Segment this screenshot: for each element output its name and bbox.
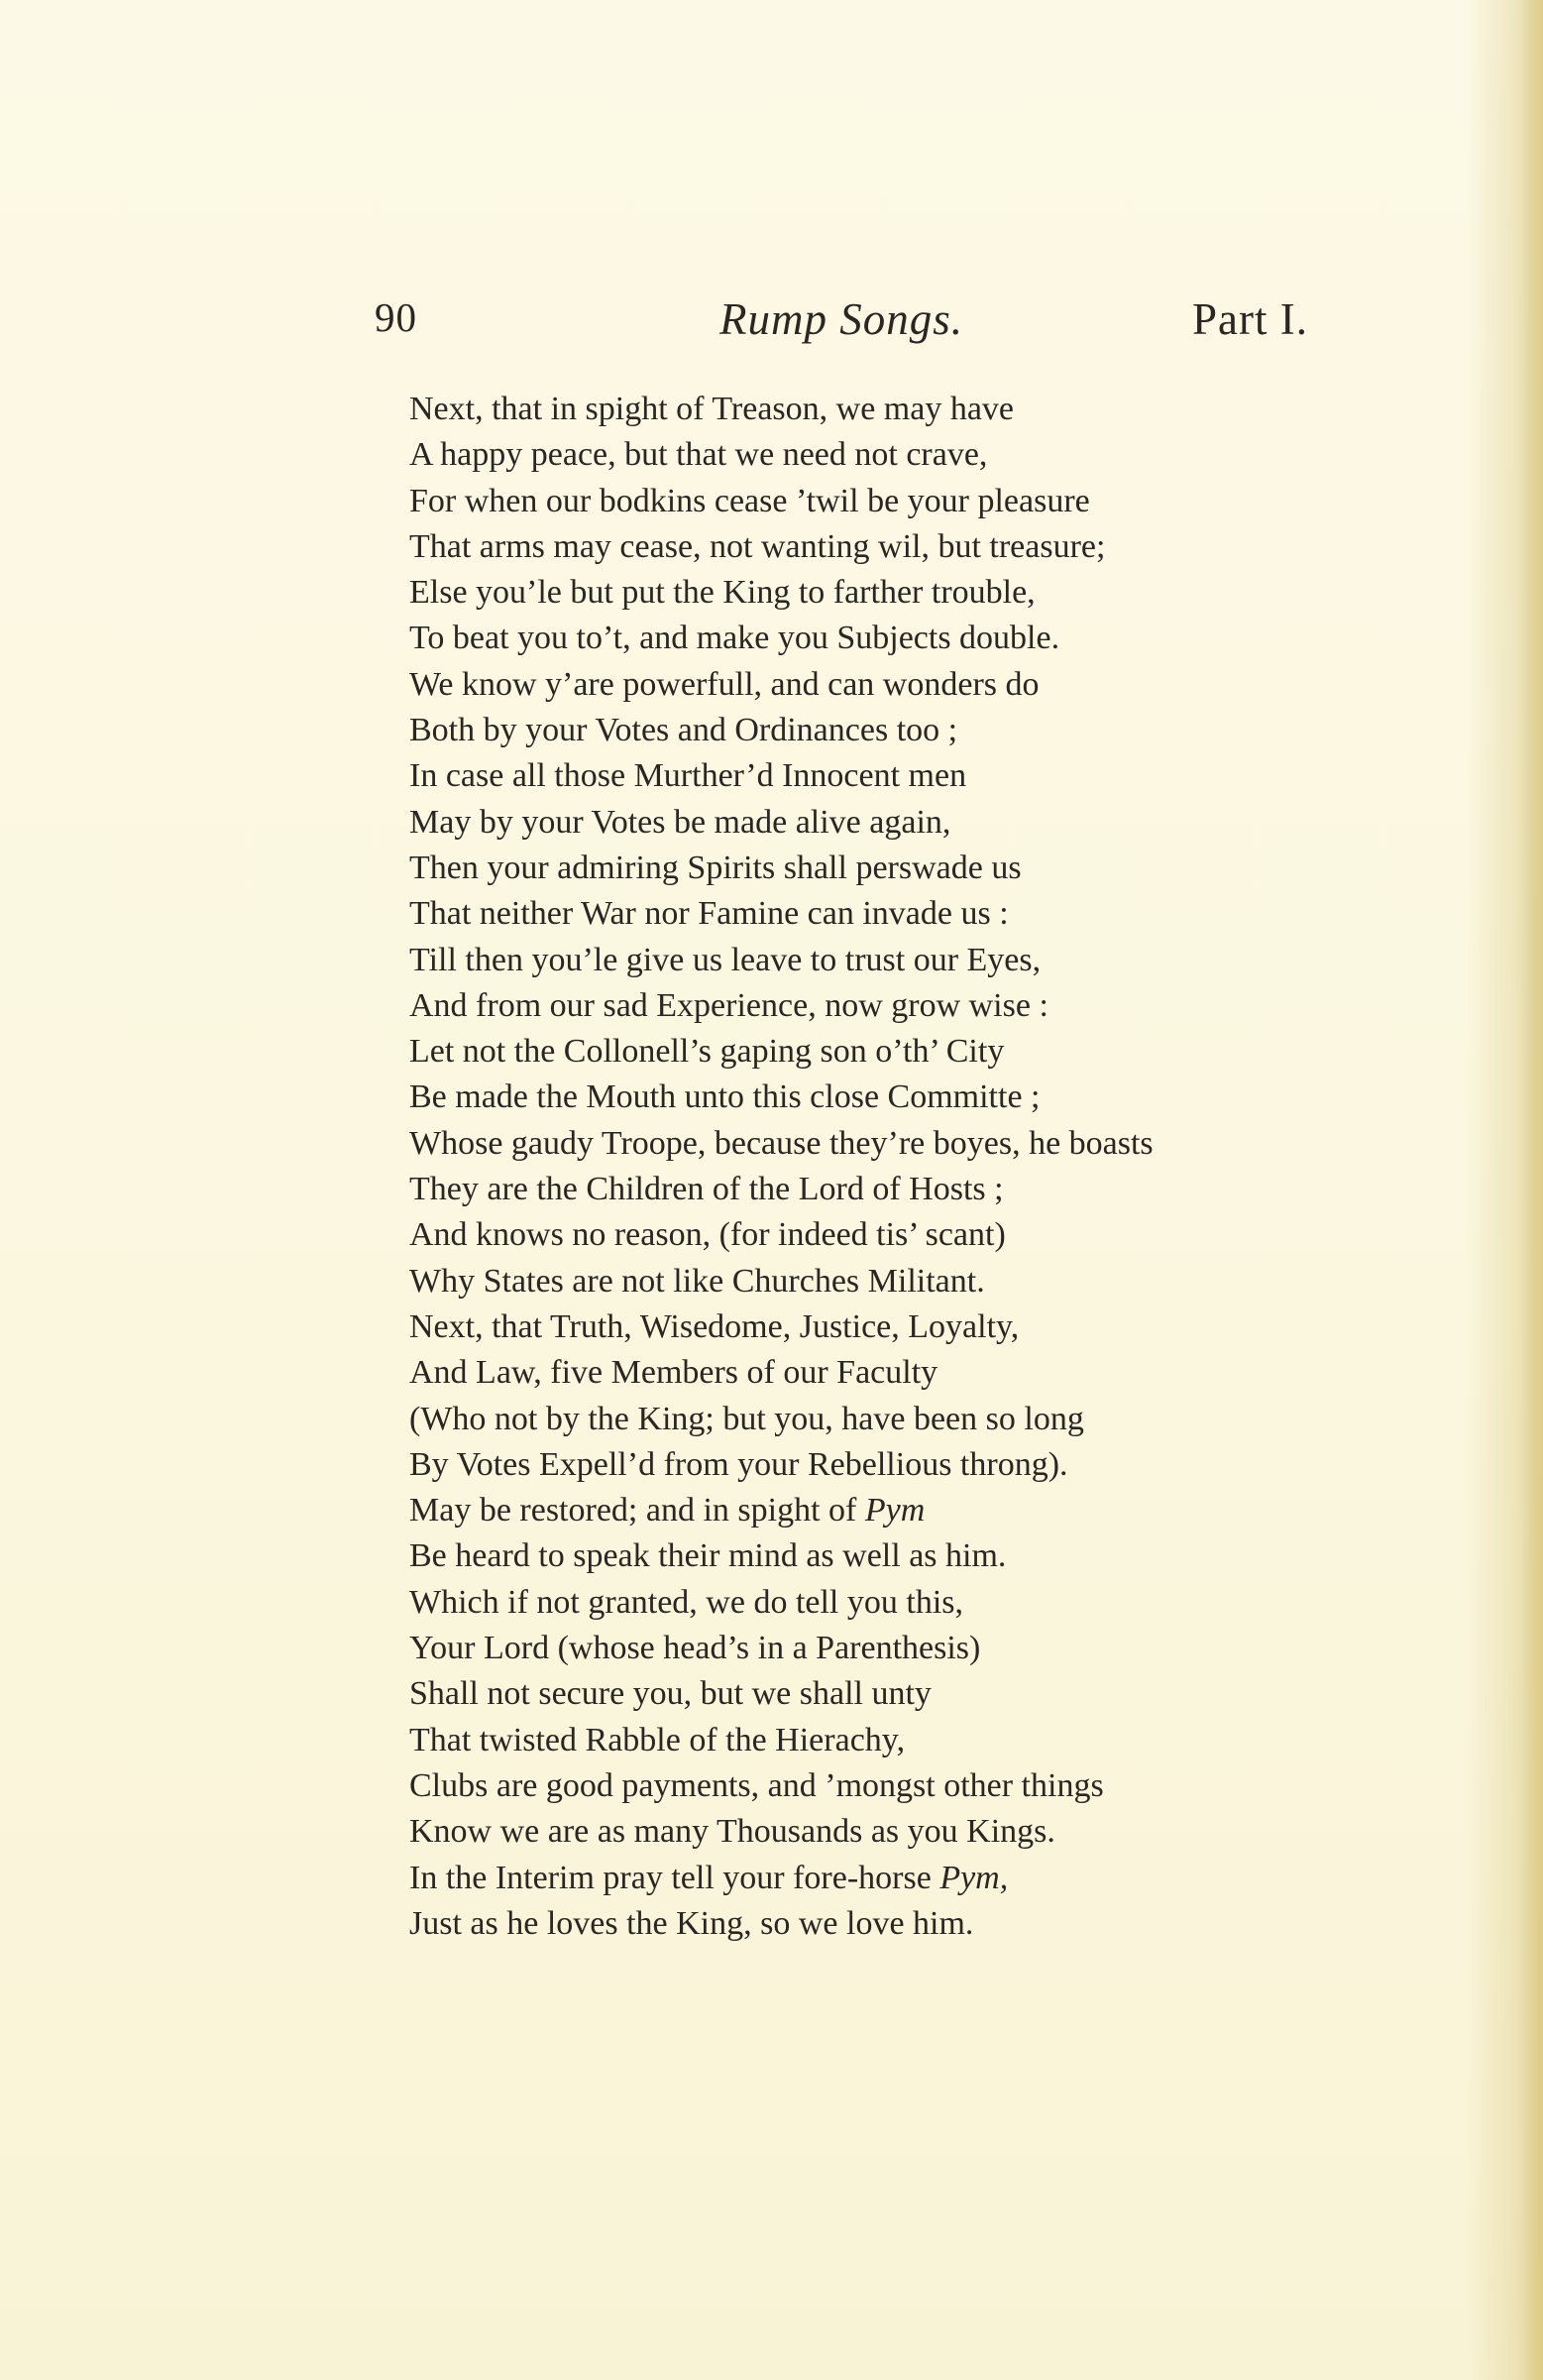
poem-line: That twisted Rabble of the Hierachy, (409, 1721, 906, 1758)
poem-line: Both by your Votes and Ordinances too ; (409, 712, 958, 749)
poem-line-text: In the Interim pray tell your fore-horse (409, 1859, 940, 1896)
poem-line: Whose gaudy Troope, because they’re boyes, he boasts (409, 1124, 1154, 1162)
poem-line-italic-name: Pym, (939, 1859, 1009, 1896)
poem-line-italic-name: Pym (864, 1492, 926, 1530)
running-title: Rump Songs. (719, 294, 963, 344)
poem-line: That neither War nor Famine can invade us : (409, 895, 1009, 933)
poem-line: Which if not granted, we do tell you this, (409, 1583, 963, 1621)
poem-line: Your Lord (whose head’s in a Parenthesis) (409, 1630, 981, 1667)
part-label: Part I. (1192, 294, 1308, 344)
poem-line: That arms may cease, not wanting wil, but treasure; (409, 527, 1106, 565)
poem-line-text: May be restored; and in spight of (409, 1492, 865, 1530)
poem-line: Know we are as many Thousands as you Kings. (409, 1813, 1055, 1851)
poem-line: Be made the Mouth unto this close Committe ; (409, 1078, 1041, 1116)
poem-line: For when our bodkins cease ’twil be your pleasure (409, 482, 1090, 519)
poem-line: Why States are not like Churches Militant. (409, 1262, 985, 1300)
poem-line: In case all those Murther’d Innocent men (409, 757, 967, 795)
poem-line: Else you’le but put the King to farther trouble, (409, 574, 1036, 612)
poem-line: Till then you’le give us leave to trust our Eyes, (409, 941, 1042, 978)
poem-line: They are the Children of the Lord of Hosts ; (409, 1171, 1004, 1208)
poem-line: And knows no reason, (for indeed tis’ scant) (409, 1216, 1006, 1254)
poem-line: Just as he loves the King, so we love him. (409, 1904, 974, 1942)
poem-text (409, 387, 1321, 1947)
poem-line: May by your Votes be made alive again, (409, 803, 951, 841)
poem-line: Clubs are good payments, and ’mongst other things (409, 1766, 1104, 1804)
poem-line: To beat you to’t, and make you Subjects double. (409, 620, 1060, 657)
poem-line: Then your admiring Spirits shall perswade us (409, 849, 1022, 886)
poem-line: A happy peace, but that we need not crave, (409, 436, 988, 474)
page-edge-shading (1521, 0, 1543, 2380)
poem-line: By Votes Expell’d from your Rebellious throng). (409, 1445, 1068, 1483)
poem-line: And Law, five Members of our Faculty (409, 1354, 938, 1392)
poem-line: Be heard to speak their mind as well as him. (409, 1537, 1007, 1575)
poem-line: Next, that Truth, Wisedome, Justice, Loyalty, (409, 1307, 1020, 1345)
poem-line (409, 1856, 1321, 1901)
poem-line (409, 1488, 1321, 1533)
poem-line: Shall not secure you, but we shall unty (409, 1675, 932, 1713)
poem-line: Next, that in spight of Treason, we may have (409, 391, 1015, 427)
poem-line: (Who not by the King; but you, have been so long (409, 1400, 1084, 1437)
page-number: 90 (375, 294, 417, 340)
poem-line: And from our sad Experience, now grow wise : (409, 986, 1048, 1024)
poem-line: We know y’are powerfull, and can wonders do (409, 665, 1040, 703)
running-header (375, 293, 1308, 357)
poem-line: Let not the Collonell’s gaping son o’th’ City (409, 1033, 1005, 1071)
